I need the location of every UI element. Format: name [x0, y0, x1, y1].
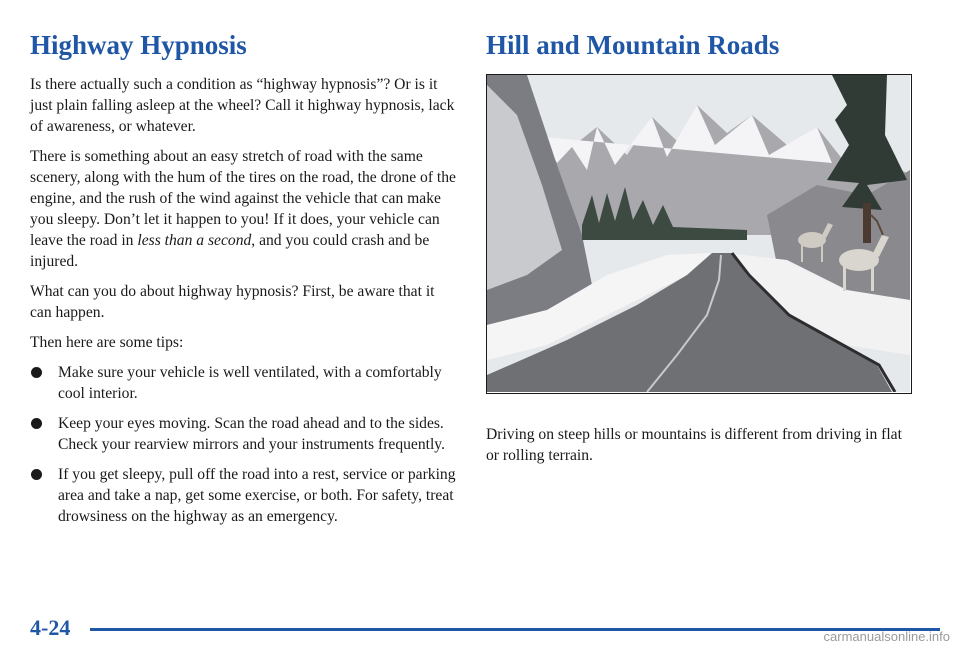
mountain-caption: Driving on steep hills or mountains is different from driving in flat or rolling terrain. [486, 426, 902, 464]
tip-text: Keep your eyes moving. Scan the road ahead and to the sides. Check your rearview mirrors and your instruments frequently. [58, 415, 445, 453]
tip-text: Make sure your vehicle is well ventilated, with a comfortably cool interior. [58, 364, 442, 402]
pine-trunk [863, 203, 871, 243]
page-footer [30, 616, 910, 640]
bullet-icon [31, 367, 42, 378]
warning-emphasis: less than a second [137, 232, 252, 249]
bullet-icon [31, 469, 42, 480]
bullet-icon [31, 418, 42, 429]
warning-text-end: , and you could crash and be injured. [30, 232, 430, 270]
tips-intro: Then here are some tips: [30, 334, 184, 351]
list-item [30, 413, 458, 455]
list-item [30, 464, 458, 527]
tip-text: If you get sleepy, pull off the road into a rest, service or parking area and take a nap, get some exercise, or both. For safety, treat drowsiness on the highway as an emergency. [58, 466, 456, 525]
warning-text-start: There is something about an easy stretch of road with the same scenery, along with the hum of the tires on the road, the drone of the engine, and the rush of the wind against the vehicle that can make you sleepy. Don’t let it happen to you! If it does, your vehicle can leave the road in [30, 148, 456, 249]
page-number: 4-24 [30, 615, 71, 640]
awareness-paragraph: What can you do about highway hypnosis? First, be aware that it can happen. [30, 283, 435, 321]
hill-mountain-heading: Hill and Mountain Roads [486, 30, 780, 60]
tips-list [30, 362, 458, 527]
mountain-road-illustration [486, 74, 912, 394]
left-column [30, 30, 458, 536]
highway-hypnosis-heading: Highway Hypnosis [30, 30, 247, 60]
watermark: carmanualsonline.info [823, 629, 950, 644]
list-item [30, 362, 458, 404]
footer-rule [90, 628, 940, 631]
right-column [486, 30, 914, 475]
sleepy-warning-paragraph [30, 146, 458, 272]
intro-paragraph: Is there actually such a condition as “highway hypnosis”? Or is it just plain falling asleep at the wheel? Call it highway hypnosis, lack of awareness, or whatever. [30, 76, 455, 135]
mountain-road-scene [487, 75, 910, 392]
